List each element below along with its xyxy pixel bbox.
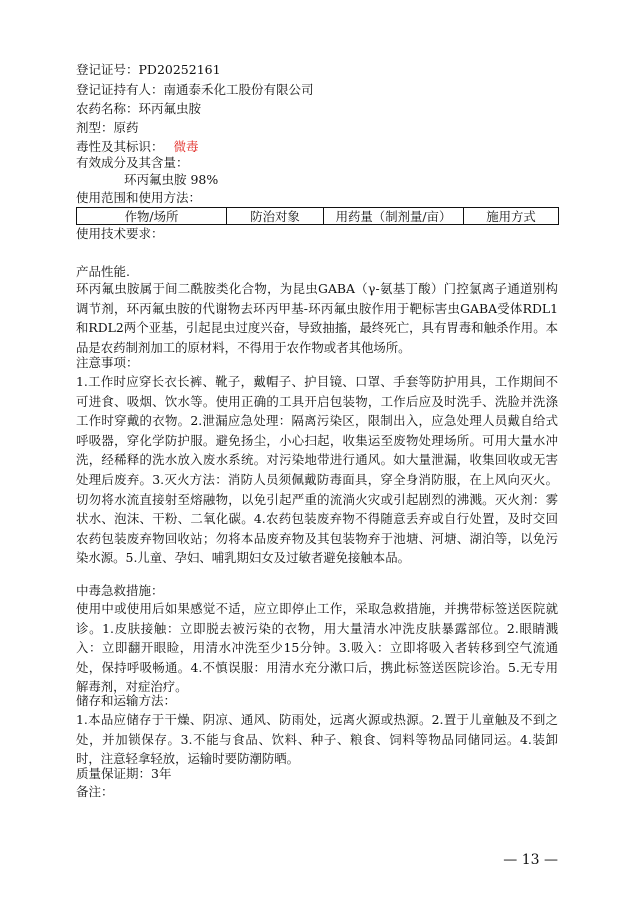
registration-holder-line <box>76 82 314 98</box>
registration-number-label: 登记证号： <box>76 62 139 77</box>
warranty-period: 质量保证期：3年 <box>76 766 172 781</box>
first-aid-text: 使用中或使用后如果感觉不适，应立即停止工作，采取急救措施，并携带标签送医院就诊。1.皮肤接触：立即脱去被污染的衣物，用大量清水冲洗皮肤暴露部位。2.眼睛溅入：立即翻开眼睑，用清水冲洗至少15分钟。3.吸入：立即将吸入者转移到空气流通处，保持呼吸畅通。4.不慎误服：用清水充分漱口后，携此标签送医院诊治。5.无专用解毒剂，对症治疗。 <box>76 601 558 695</box>
ingredient-content: 环丙氟虫胺 98% <box>124 172 219 187</box>
tech-requirements-heading: 使用技术要求： <box>76 226 164 241</box>
pesticide-name-line <box>76 101 201 117</box>
usage-col-dosage: 用药量（制剂量/亩） <box>324 208 464 225</box>
storage-text: 1.本品应储存于干燥、阴凉、通风、防雨处，远离火源或热源。2.置于儿童触及不到之处，并加锁保存。3.不能与食品、饮料、种子、粮食、饲料等物品同储同运。4.装卸时，注意轻拿轻放，运输时要防潮防晒。 <box>76 712 558 767</box>
holder-name: 南通泰禾化工股份有限公司 <box>163 82 314 97</box>
usage-col-target: 防治对象 <box>227 208 324 225</box>
page-number: — 13 — <box>503 852 558 868</box>
usage-heading: 使用范围和使用方法： <box>76 190 202 205</box>
precautions-text: 1.工作时应穿长衣长裤、靴子，戴帽子、护目镜、口罩、手套等防护用具，工作期间不可进食、吸烟、饮水等。使用正确的工具开启包装物，工作后应及时洗手、洗脸并洗涤工作时穿戴的衣物。2.泄漏应急处理：隔离污染区，限制出入，应急处理人员戴自给式呼吸器，穿化学防护服。避免扬尘，小心扫起，收集运至废物处理场所。可用大量水冲洗，经稀释的洗水放入废水系统。对污染地带进行通风。如大量泄漏，收集回收或无害处理后废弃。3.灭火方法：消防人员须佩戴防毒面具，穿全身消防服，在上风向灭火。切勿将水流直接射至熔融物，以免引起严重的流淌火灾或引起剧烈的沸溅。灭火剂：雾状水、泡沫、干粉、二氧化碳。4.农药包装废弃物不得随意丢弃或自行处置，及时交回农药包装废弃物回收站；勿将本品废弃物及其包装物弃于池塘、河塘、湖泊等，以免污染水源。5.儿童、孕妇、哺乳期妇女及过敏者避免接触本品。 <box>76 374 558 566</box>
toxicity-line <box>76 139 199 155</box>
storage-heading: 储存和运输方法： <box>76 693 177 708</box>
usage-table-header-row <box>77 208 559 225</box>
registration-number: PD20252161 <box>138 62 221 77</box>
ingredients-label: 有效成分及其含量： <box>76 155 189 170</box>
formulation: 原药 <box>113 120 139 135</box>
toxicity-mark: 微毒 <box>173 139 199 154</box>
performance-text: 环丙氟虫胺属于间二酰胺类化合物，为昆虫GABA（γ-氨基丁酸）门控氯离子通道别构调节剂，环丙氟虫胺的代谢物去环丙甲基-环丙氟虫胺作用于靶标害虫GABA受体RDL1和RDL2两个亚基，引起昆虫过度兴奋，导致抽搐，最终死亡，具有胃毒和触杀作用。本品是农药制剂加工的原材料，不得用于农作物或者其他场所。 <box>76 281 558 355</box>
formulation-label: 剂型： <box>76 120 114 135</box>
usage-col-method: 施用方式 <box>464 208 559 225</box>
usage-col-crop: 作物/场所 <box>77 208 227 225</box>
usage-table <box>76 207 559 225</box>
performance-heading: 产品性能. <box>76 264 130 279</box>
formulation-line <box>76 120 139 136</box>
pesticide-name-label: 农药名称： <box>76 101 139 116</box>
holder-label: 登记证持有人： <box>76 82 164 97</box>
registration-number-line <box>76 62 221 78</box>
pesticide-name: 环丙氟虫胺 <box>138 101 202 116</box>
first-aid-heading: 中毒急救措施： <box>76 583 164 598</box>
toxicity-label: 毒性及其标识： <box>76 139 164 154</box>
remarks-label: 备注： <box>76 784 114 799</box>
precautions-heading: 注意事项： <box>76 355 139 370</box>
